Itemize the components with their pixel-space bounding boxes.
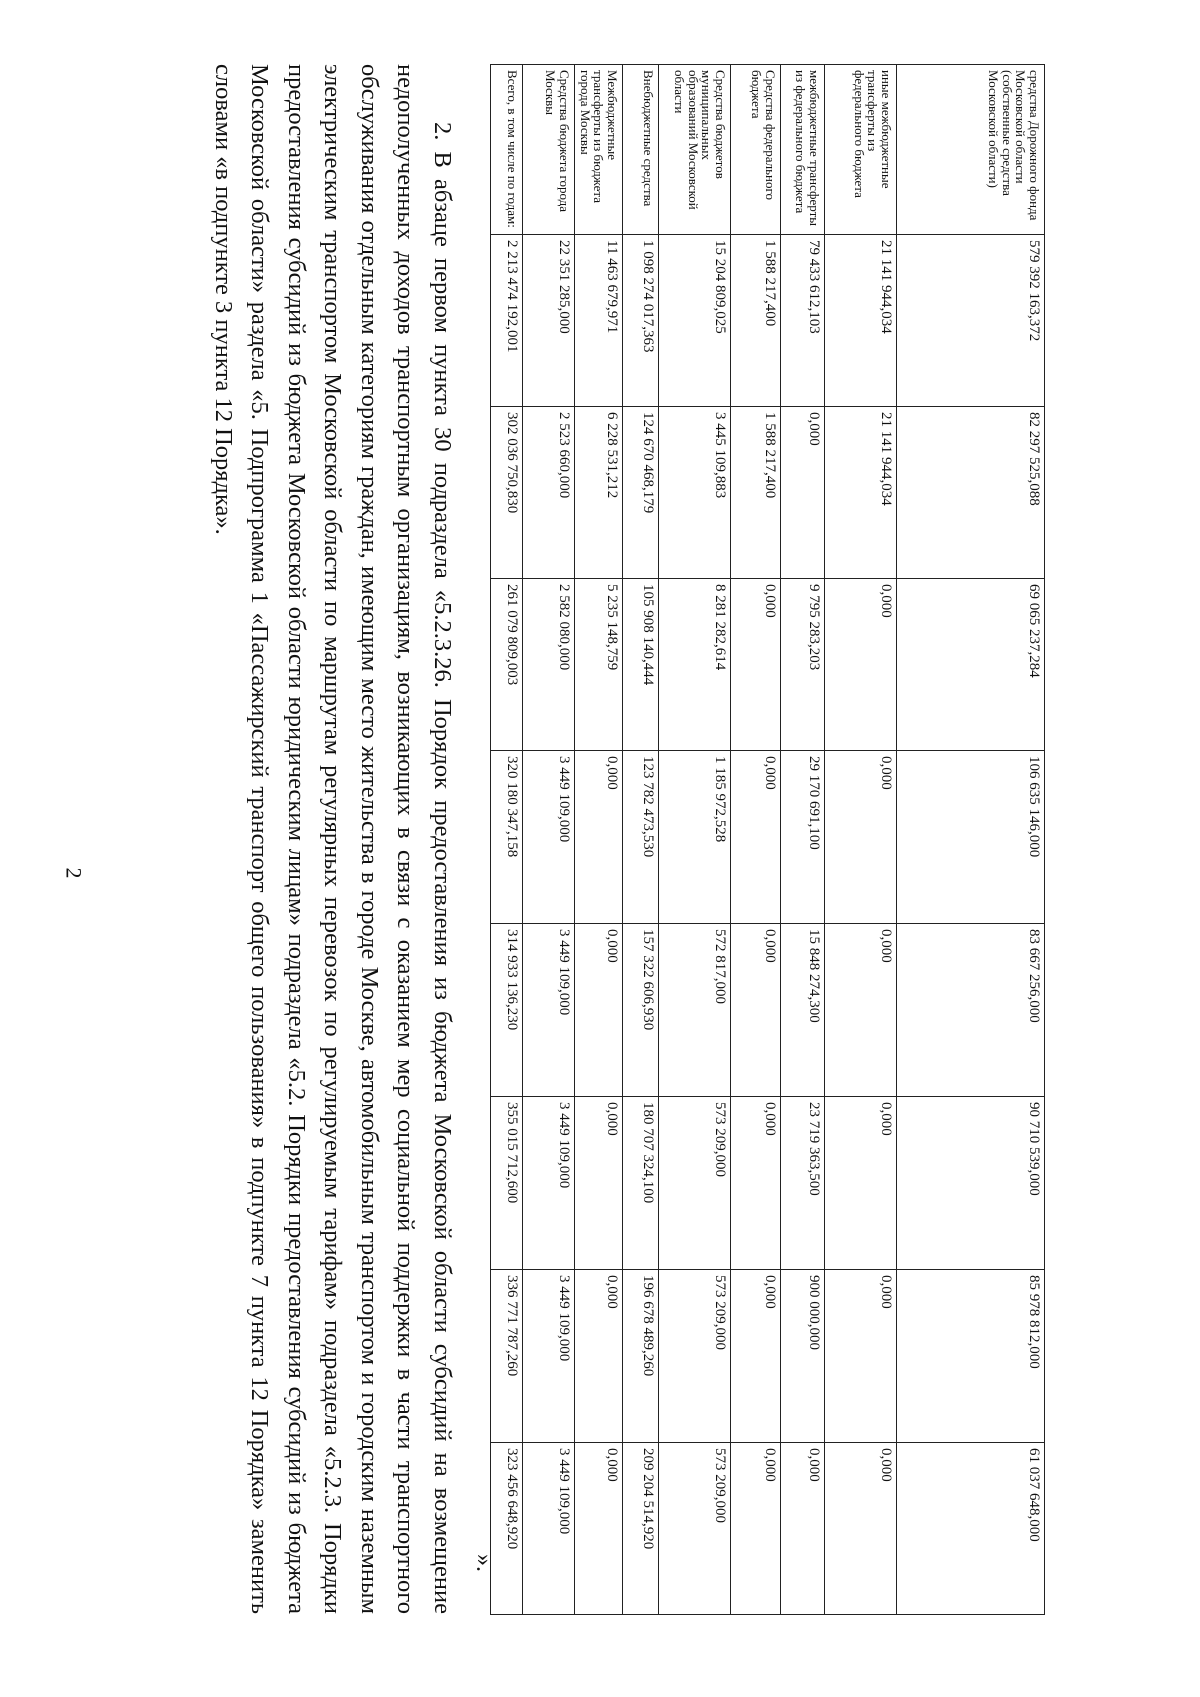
table-row xyxy=(659,65,731,1615)
table-cell: 2 523 660,000 xyxy=(523,407,575,579)
table-cell: 573 209,000 xyxy=(659,1270,731,1443)
table-cell: 0,000 xyxy=(731,579,781,751)
row-label: Межбюджетные трансферты из бюджета города Москвы xyxy=(575,65,623,235)
row-label: Средства бюджетов муниципальных образований Московской области xyxy=(659,65,731,235)
row-label: Всего, в том числе по годам: xyxy=(491,65,523,235)
table-cell: 1 098 274 017,363 xyxy=(623,235,659,407)
table-cell: 180 707 324,100 xyxy=(623,1097,659,1270)
table-cell: 0,000 xyxy=(575,751,623,924)
table-cell: 323 456 648,920 xyxy=(491,1443,523,1615)
table-cell: 21 141 944,034 xyxy=(825,235,897,407)
table-cell: 3 449 109,000 xyxy=(523,1270,575,1443)
table-cell: 3 449 109,000 xyxy=(523,751,575,924)
table-cell: 23 719 363,500 xyxy=(781,1097,825,1270)
row-label: средства Дорожного фонда Московской области (собственные средства Московской области) xyxy=(897,65,1045,235)
table-cell: 21 141 944,034 xyxy=(825,407,897,579)
table-row xyxy=(731,65,781,1615)
table-cell: 0,000 xyxy=(731,1097,781,1270)
table-cell: 3 445 109,883 xyxy=(659,407,731,579)
table-cell: 9 795 283,203 xyxy=(781,579,825,751)
table-cell: 3 449 109,000 xyxy=(523,1443,575,1615)
table-cell: 900 000,000 xyxy=(781,1270,825,1443)
table-cell: 2 582 080,000 xyxy=(523,579,575,751)
table-cell: 79 433 612,103 xyxy=(781,235,825,407)
table-cell: 0,000 xyxy=(575,924,623,1097)
table-cell: 11 463 679,971 xyxy=(575,235,623,407)
table-cell: 209 204 514,920 xyxy=(623,1443,659,1615)
table-row xyxy=(491,65,523,1615)
amendment-paragraph: 2. В абзаце первом пункта 30 подраздела «5.2.3.26. Порядок предоставления из бюджета Московской области субсидий на возмещение недополученных доходов транспортным организациям, возникающих в связи с оказанием мер социальной поддержки в части транспортного обслуживания отдельным категориям граждан, имеющим место жительства в городе Москве, автомобильным транспортом и городским наземным электрическим транспортом Московской области по маршрутам регулярных перевозок по регулируемым тарифам» подраздела «5.2.3. Порядки предоставления субсидий из бюджета Московской области юридическим лицам» подраздела «5.2. Порядки предоставления субсидий из бюджета Московской области» раздела «5. Подпрограмма 1 «Пассажирский транспорт общего пользования» в подпункте 7 пункта 12 Порядка» заменить словами «в подпункте 3 пункта 12 Порядка». xyxy=(210,64,456,1614)
table-row xyxy=(897,65,1045,1615)
table-cell: 1 588 217,400 xyxy=(731,235,781,407)
table-cell: 15 848 274,300 xyxy=(781,924,825,1097)
table-row xyxy=(575,65,623,1615)
table-cell: 0,000 xyxy=(825,579,897,751)
table-cell: 261 079 809,003 xyxy=(491,579,523,751)
funding-table xyxy=(490,64,1045,1615)
table-cell: 5 235 148,759 xyxy=(575,579,623,751)
table-cell: 0,000 xyxy=(731,1443,781,1615)
table-cell: 0,000 xyxy=(731,751,781,924)
table-cell: 314 933 136,230 xyxy=(491,924,523,1097)
table-cell: 0,000 xyxy=(781,1443,825,1615)
table-cell: 61 037 648,000 xyxy=(897,1443,1045,1615)
table-cell: 0,000 xyxy=(575,1443,623,1615)
table-cell: 29 170 691,100 xyxy=(781,751,825,924)
table-cell: 69 065 237,284 xyxy=(897,579,1045,751)
table-cell: 157 322 606,930 xyxy=(623,924,659,1097)
table-cell: 0,000 xyxy=(731,924,781,1097)
table-cell: 3 449 109,000 xyxy=(523,924,575,1097)
table-cell: 0,000 xyxy=(825,1097,897,1270)
table-cell: 123 782 473,530 xyxy=(623,751,659,924)
page-number: 2 xyxy=(61,867,87,879)
table-cell: 355 015 712,600 xyxy=(491,1097,523,1270)
table-cell: 0,000 xyxy=(825,1443,897,1615)
row-label: Средства бюджета города Москвы xyxy=(523,65,575,235)
table-cell: 573 209,000 xyxy=(659,1443,731,1615)
table-cell: 22 351 285,000 xyxy=(523,235,575,407)
table-cell: 573 209,000 xyxy=(659,1097,731,1270)
table-cell: 0,000 xyxy=(825,924,897,1097)
table-cell: 0,000 xyxy=(575,1270,623,1443)
table-cell: 124 670 468,179 xyxy=(623,407,659,579)
table-cell: 15 204 809,025 xyxy=(659,235,731,407)
table-cell: 572 817,000 xyxy=(659,924,731,1097)
table-cell: 0,000 xyxy=(781,407,825,579)
table-cell: 320 180 347,158 xyxy=(491,751,523,924)
row-label: межбюджетные трансферты из федерального бюджета xyxy=(781,65,825,235)
closing-quote: ». xyxy=(471,1554,497,1572)
table-cell: 85 978 812,000 xyxy=(897,1270,1045,1443)
table-cell: 0,000 xyxy=(575,1097,623,1270)
table-cell: 0,000 xyxy=(825,751,897,924)
row-label: Средства федерального бюджета xyxy=(731,65,781,235)
table-cell: 105 908 140,444 xyxy=(623,579,659,751)
rotated-content xyxy=(0,64,1045,1664)
table-row xyxy=(781,65,825,1615)
table-row xyxy=(523,65,575,1615)
table-cell: 579 392 163,372 xyxy=(897,235,1045,407)
table-cell: 3 449 109,000 xyxy=(523,1097,575,1270)
table-cell: 90 710 539,000 xyxy=(897,1097,1045,1270)
table-cell: 336 771 787,260 xyxy=(491,1270,523,1443)
table-cell: 1 588 217,400 xyxy=(731,407,781,579)
row-label: Внебюджетные средства xyxy=(623,65,659,235)
table-cell: 0,000 xyxy=(731,1270,781,1443)
table-cell: 6 228 531,212 xyxy=(575,407,623,579)
table-cell: 8 281 282,614 xyxy=(659,579,731,751)
table-cell: 1 185 972,528 xyxy=(659,751,731,924)
table-cell: 0,000 xyxy=(825,1270,897,1443)
table-cell: 196 678 489,260 xyxy=(623,1270,659,1443)
table-cell: 302 036 750,830 xyxy=(491,407,523,579)
row-label: иные межбюджетные трансферты из федерального бюджета xyxy=(825,65,897,235)
table-cell: 106 635 146,000 xyxy=(897,751,1045,924)
table-cell: 2 213 474 192,001 xyxy=(491,235,523,407)
table-row xyxy=(825,65,897,1615)
table-row xyxy=(623,65,659,1615)
table-cell: 82 297 525,088 xyxy=(897,407,1045,579)
table-cell: 83 667 256,000 xyxy=(897,924,1045,1097)
